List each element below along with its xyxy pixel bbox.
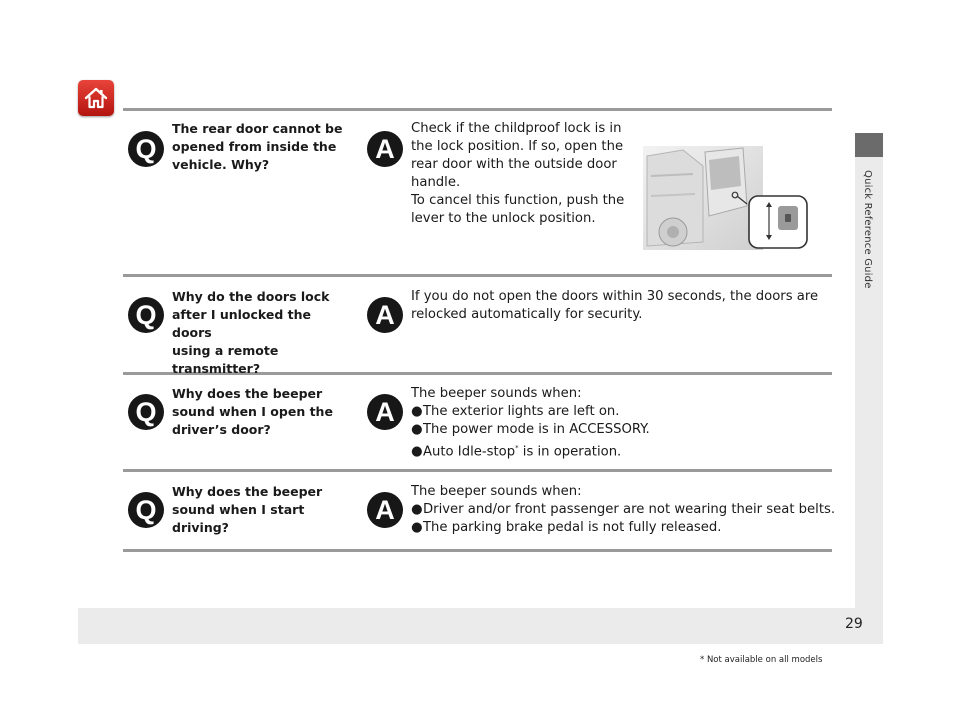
answer-text: Check if the childproof lock is in the lock position. If so, open the rear door with the outside door handle. To cancel this function, push the lever to the unlock position. [411,121,625,226]
sidebar-title[interactable]: Quick Reference Guide [862,170,873,289]
question-text: Why does the beeper sound when I open the driver’s door? [172,386,333,437]
separator [123,274,832,277]
answer-icon: A [367,297,403,333]
childproof-lock-illustration [643,146,809,250]
separator [123,469,832,472]
section-tab [855,133,883,157]
answer-icon: A [367,394,403,430]
footnote-marker: * [515,444,519,452]
separator [123,549,832,552]
bullet: ● [411,404,423,419]
home-button[interactable] [78,80,114,116]
question-icon: Q [128,297,164,333]
home-icon [83,85,109,111]
bullet: ● [411,520,423,535]
bullet: ● [411,502,423,517]
footnote: * Not available on all models [700,655,823,665]
bullet: ● [411,422,423,437]
answer-icon: A [367,492,403,528]
question-icon: Q [128,131,164,167]
footer-band [78,608,883,644]
bullet: ● [411,444,423,460]
question-icon: Q [128,492,164,528]
page-number: 29 [845,616,863,632]
answer-text: The beeper sounds when: ●The exterior lights are left on. ●The power mode is in ACCESSORY. ●Auto Idle-stop* is in operation. [411,386,650,460]
separator [123,108,832,111]
answer-text: The beeper sounds when: ●Driver and/or front passenger are not wearing their seat belts. ●The parking brake pedal is not fully released. [411,484,836,535]
question-text: Why does the beeper sound when I start driving? [172,484,323,535]
question-text: The rear door cannot be opened from inside the vehicle. Why? [172,121,343,172]
question-icon: Q [128,394,164,430]
answer-text: If you do not open the doors within 30 seconds, the doors are relocked automatically for security. [411,289,819,322]
answer-icon: A [367,131,403,167]
question-text: Why do the doors lock after I unlocked the doors using a remote transmitter? [172,289,330,376]
